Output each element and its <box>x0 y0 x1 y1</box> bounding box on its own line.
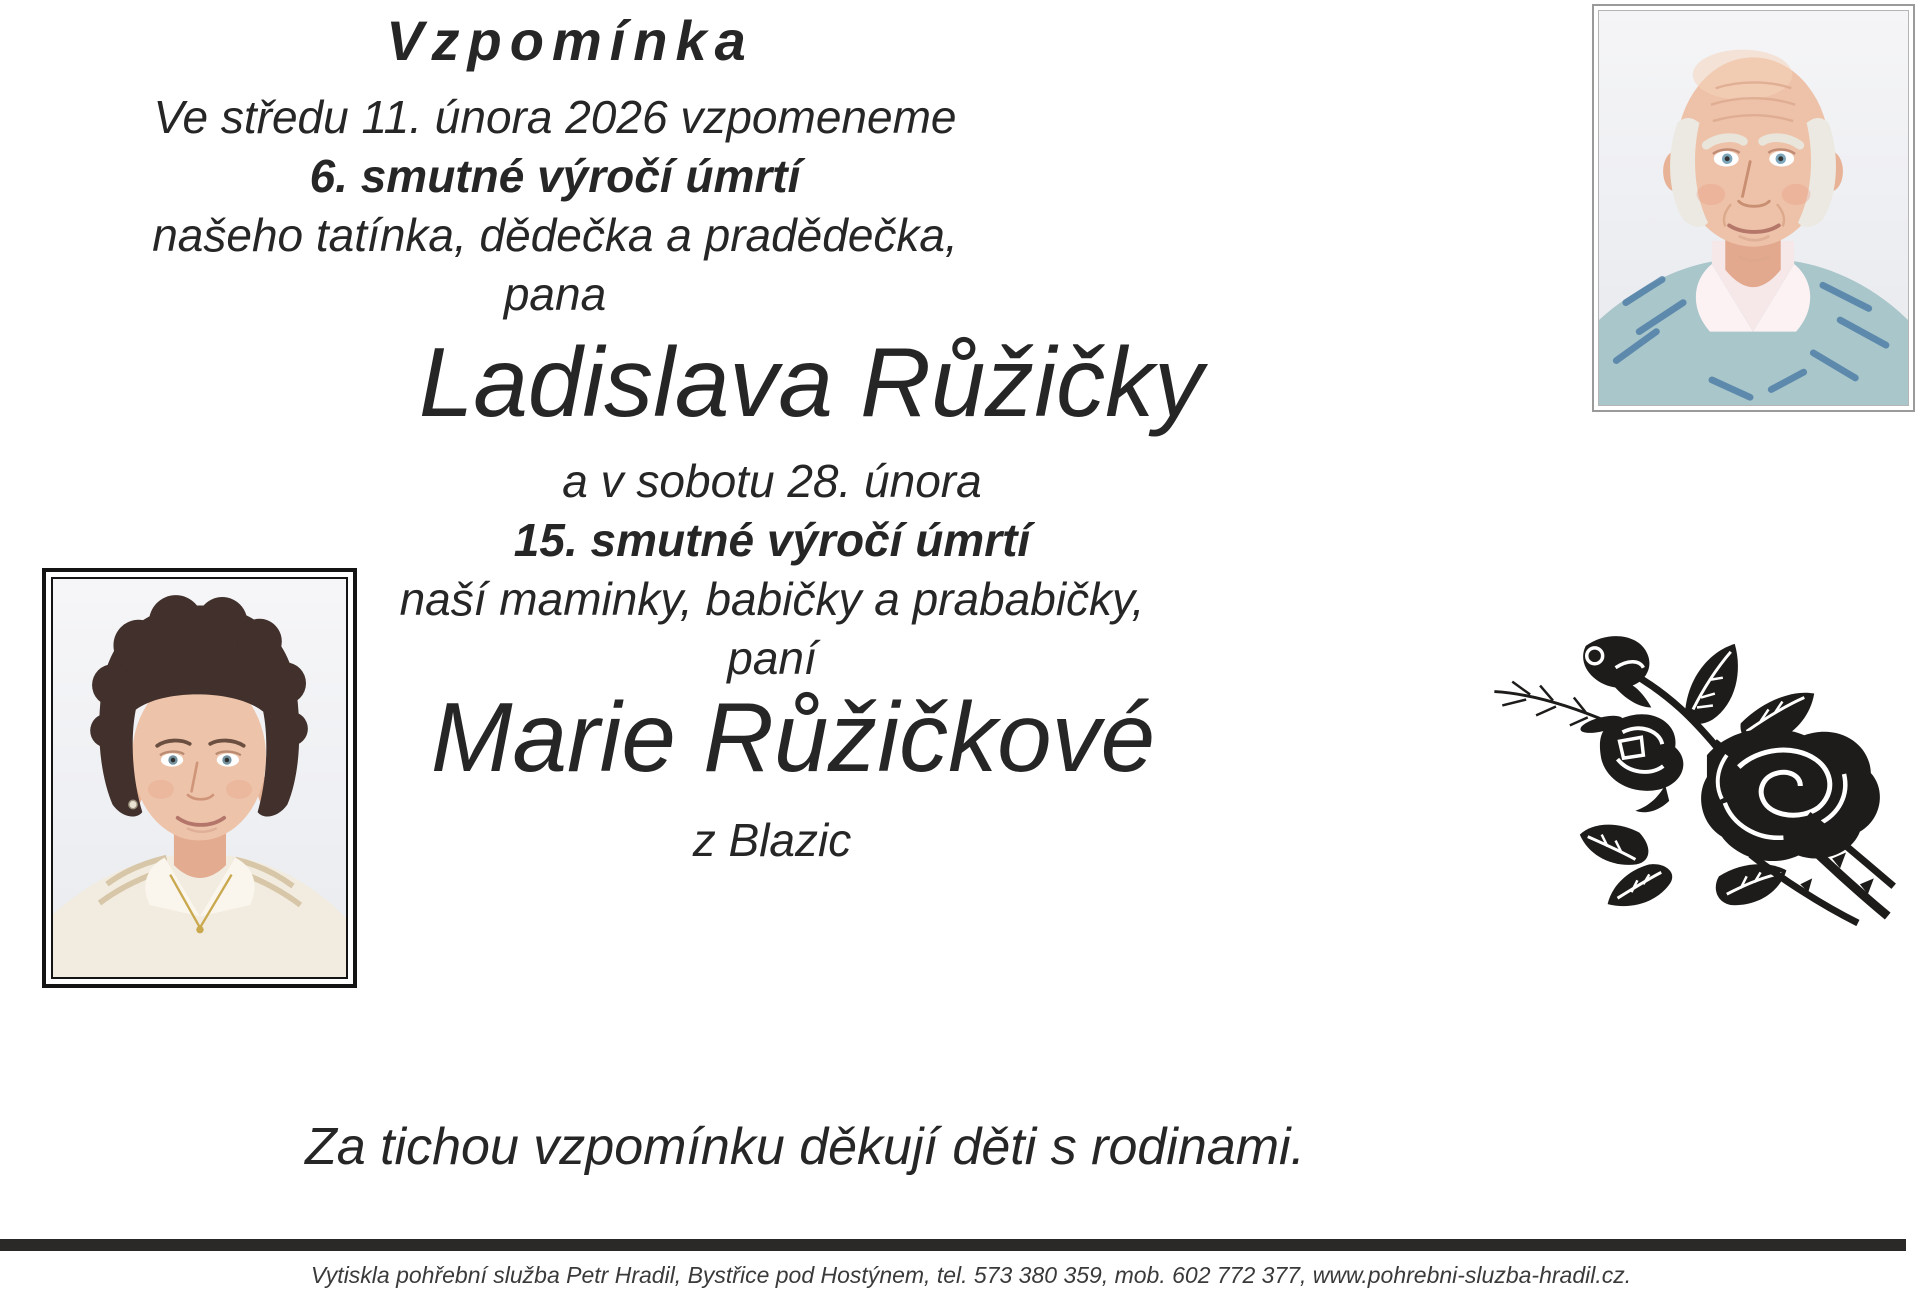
deceased-name-2: Marie Růžičkové <box>430 682 1156 792</box>
rose-icon <box>1488 628 1910 926</box>
memorial1-relation: našeho tatínka, dědečka a pradědečka, <box>152 209 958 261</box>
portrait-photo-man <box>1592 4 1915 412</box>
memorial2-honorific: paní <box>727 632 817 684</box>
memorial1-honorific: pana <box>503 268 607 320</box>
elderly-man-portrait-icon <box>1599 11 1908 405</box>
divider-bar <box>0 1239 1906 1251</box>
card-title: Vzpomínka <box>386 9 754 72</box>
memorial2-relation: naší maminky, babičky a prababičky, <box>399 573 1145 625</box>
thanks-line: Za tichou vzpomínku děkují děti s rodinami. <box>304 1118 1306 1176</box>
deceased-residence: z Blazic <box>692 814 852 866</box>
memorial2-intro: a v sobotu 28. února <box>562 455 982 507</box>
funeral-service-footer: Vytiskla pohřební služba Petr Hradil, Bystřice pod Hostýnem, tel. 573 380 359, mob. 602 772 377, www.pohrebni-sluzba-hradil.cz. <box>310 1262 1632 1288</box>
rose-illustration <box>1488 628 1910 926</box>
memorial1-anniversary: 6. smutné výročí úmrtí <box>309 150 801 202</box>
memorial-section-2 <box>0 452 1544 688</box>
memorial-section-1 <box>0 88 1110 324</box>
memorial2-anniversary: 15. smutné výročí úmrtí <box>513 514 1031 566</box>
memorial1-intro: Ve středu 11. února 2026 vzpomeneme <box>153 91 957 143</box>
deceased-name-1: Ladislava Růžičky <box>418 327 1204 437</box>
